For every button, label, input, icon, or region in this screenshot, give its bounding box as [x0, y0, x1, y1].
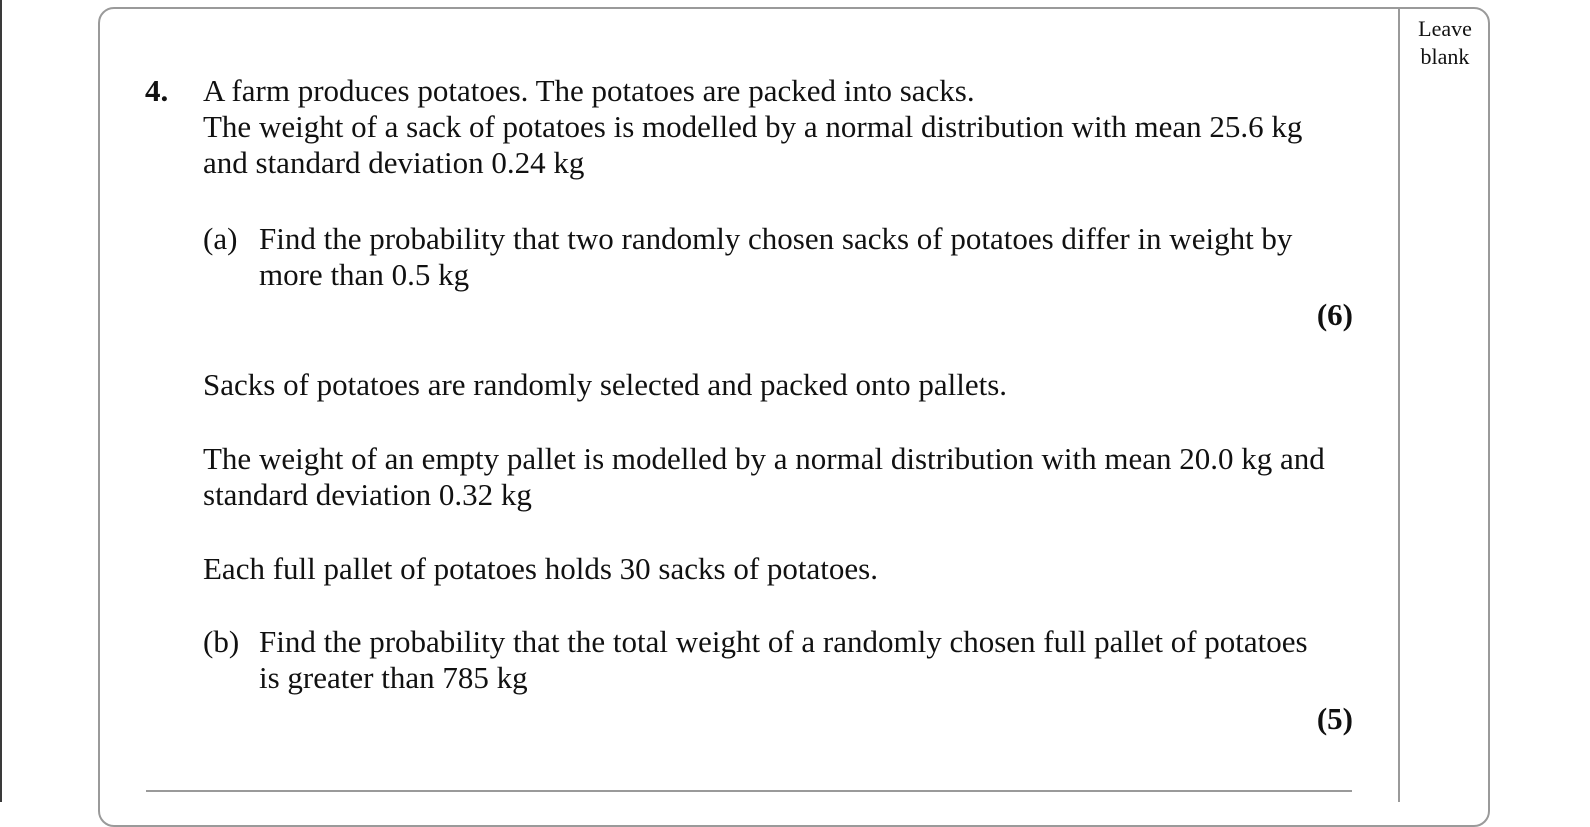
intro-line-3: and standard deviation 0.24 kg [203, 145, 585, 180]
part-a-text [259, 221, 1353, 293]
answer-rule-line [146, 790, 1352, 792]
part-a-line-1: Find the probability that two randomly chosen sacks of potatoes differ in weight by [259, 221, 1293, 256]
question-intro [203, 73, 1353, 181]
leave-blank-label [1402, 15, 1488, 71]
part-b-line-1: Find the probability that the total weight of a randomly chosen full pallet of potatoes [259, 624, 1308, 659]
leave-blank-line-1: Leave [1418, 16, 1472, 41]
part-a-line-2: more than 0.5 kg [259, 257, 470, 292]
page-edge-line [0, 0, 2, 802]
intro-line-2: The weight of a sack of potatoes is modelled by a normal distribution with mean 25.6 kg [203, 109, 1303, 144]
question-number: 4. [145, 73, 169, 108]
part-a-label: (a) [203, 221, 238, 256]
part-b-line-2: is greater than 785 kg [259, 660, 528, 695]
part-b-marks: (5) [1316, 701, 1353, 736]
margin-divider [1398, 8, 1400, 802]
pallet-weight-paragraph [203, 441, 1353, 513]
part-b-text [259, 624, 1353, 696]
part-b-label: (b) [203, 624, 240, 659]
part-a-marks: (6) [1316, 297, 1353, 332]
pallets-paragraph: Sacks of potatoes are randomly selected and packed onto pallets. [203, 367, 1008, 402]
intro-line-1: A farm produces potatoes. The potatoes are packed into sacks. [203, 73, 975, 108]
pallet-weight-line-2: standard deviation 0.32 kg [203, 477, 532, 512]
leave-blank-line-2: blank [1420, 44, 1470, 69]
pallet-weight-line-1: The weight of an empty pallet is modelled by a normal distribution with mean 20.0 kg and [203, 441, 1325, 476]
full-pallet-paragraph: Each full pallet of potatoes holds 30 sacks of potatoes. [203, 551, 878, 586]
